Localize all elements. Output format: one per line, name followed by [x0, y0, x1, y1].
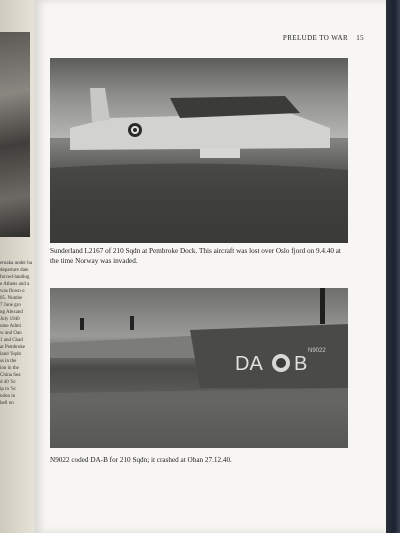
facing-page-photo	[0, 32, 30, 237]
facing-page-line: land 'Sqdn	[0, 352, 22, 357]
facing-page-line: departure date	[0, 268, 29, 273]
facing-page-text	[0, 260, 34, 500]
photo-caption-1: Sunderland L2167 of 210 Sqdn at Pembroke Dock. This aircraft was lost over Oslo fjord on 9.4.40 at the time Norway was invaded.	[50, 247, 341, 265]
facing-page-line: ng Alexand	[0, 310, 23, 315]
facing-page-line: China Sea	[0, 373, 21, 378]
facing-page-line: bell on	[0, 401, 14, 406]
running-title: PRELUDE TO WAR	[282, 34, 349, 42]
running-header	[283, 34, 364, 42]
facing-page-line: 1 and Chad	[0, 338, 23, 343]
facing-page-line: ion in the	[0, 366, 19, 371]
facing-page-line: ip in 'Sc	[0, 387, 17, 392]
aircraft-code-text: DA	[235, 353, 263, 375]
facing-page-line: w and Oan	[0, 331, 22, 336]
aircraft-letter-text: B	[294, 353, 308, 375]
facing-page-line: ome Admi	[0, 324, 21, 329]
book-cover-edge	[386, 0, 400, 533]
facing-page-line: 05. Numbe	[0, 296, 23, 301]
aircraft-serial-text: N9022	[308, 348, 326, 354]
facing-page-line: 7 June gro	[0, 303, 21, 308]
facing-page-line: ndon in	[0, 394, 16, 399]
photo-sunderland-l2167	[50, 58, 348, 243]
facing-page-line: ss in the	[0, 359, 17, 364]
facing-page-line: d 40 'Sc	[0, 380, 16, 385]
facing-page-line: e Athens and a	[0, 282, 30, 287]
facing-page-line: at Pembroke	[0, 345, 26, 350]
page-number: 15	[356, 34, 364, 42]
photo-caption-2: N9022 coded DA-B for 210 Sqdn; it crashed at Oban 27.12.40.	[50, 456, 232, 464]
facing-page-line: was flown o	[0, 289, 25, 294]
facing-page-line: forced-landing	[0, 275, 30, 280]
photo-sunderland-n9022	[50, 288, 348, 448]
facing-page-line: July 1940	[0, 317, 20, 322]
facing-page-line: ernaka under ba	[0, 261, 32, 266]
